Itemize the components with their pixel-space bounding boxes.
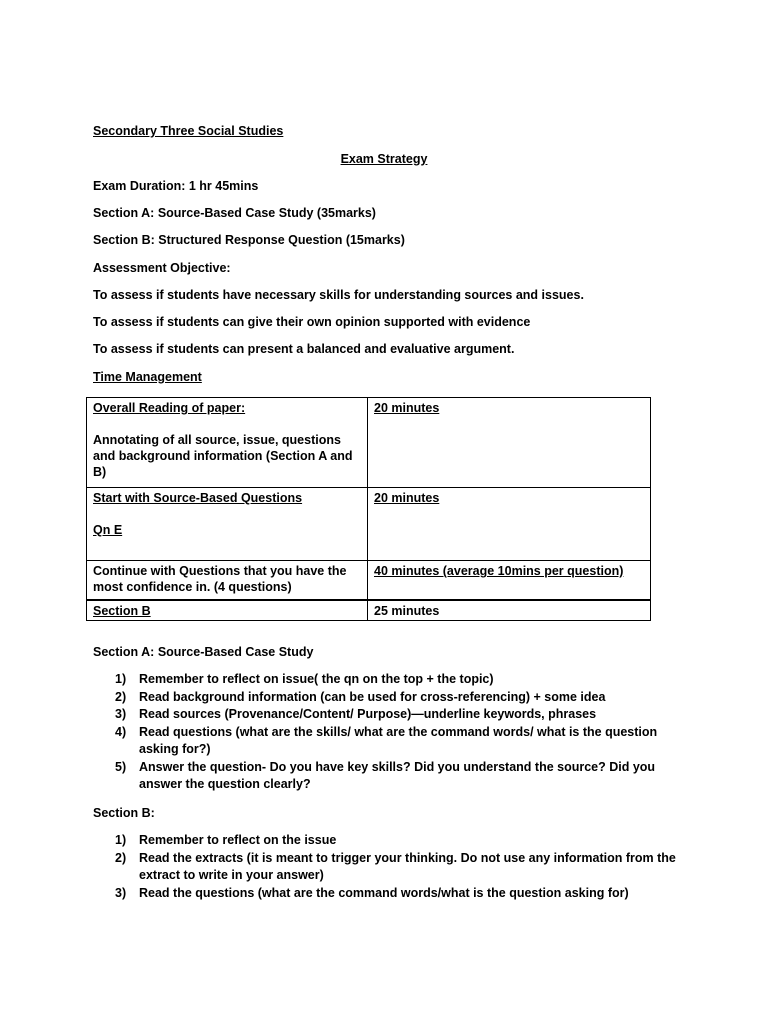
task-title: Section B <box>93 604 151 618</box>
table-row <box>87 561 651 601</box>
section-b-marks: Section B: Structured Response Question (15marks) <box>93 233 405 247</box>
task-cell <box>87 488 368 561</box>
time-value: 25 minutes <box>374 604 440 618</box>
task-cell <box>87 600 368 621</box>
time-cell <box>368 488 651 561</box>
time-cell <box>368 561 651 601</box>
list-item: 3) Read sources (Provenance/Content/ Purpose)—underline keywords, phrases <box>115 707 597 721</box>
task-title: Start with Source-Based Questions <box>93 491 303 505</box>
task-title: Overall Reading of paper: <box>93 401 246 415</box>
objective-item: To assess if students can give their own opinion supported with evidence <box>93 315 531 329</box>
task-detail: Qn E <box>93 523 123 537</box>
list-item: 3) Read the questions (what are the command words/what is the question asking for) <box>115 885 629 900</box>
exam-duration: Exam Duration: 1 hr 45mins <box>93 179 259 193</box>
task-detail: Continue with Questions that you have the most confidence in. (4 questions) <box>93 564 347 594</box>
list-item: 2) Read background information (can be used for cross-referencing) + some idea <box>115 689 606 704</box>
list-item: 1) Remember to reflect on the issue <box>115 833 337 847</box>
time-management-table <box>86 397 651 621</box>
list-item: 4) Read questions (what are the skills/ what are the command words/ what is the question asking for?) <box>115 724 658 756</box>
task-detail: Annotating of all source, issue, questions and background information (Section A and B) <box>93 433 353 479</box>
section-a-marks: Section A: Source-Based Case Study (35marks) <box>93 206 376 220</box>
section-a-steps-list <box>93 671 683 794</box>
list-item: 5) Answer the question- Do you have key skills? Did you understand the source? Did you answer the question clearly? <box>115 759 656 791</box>
course-title: Secondary Three Social Studies <box>93 124 284 138</box>
time-value: 20 minutes <box>374 401 440 415</box>
time-cell <box>368 600 651 621</box>
section-b-steps-list <box>93 832 683 902</box>
assessment-objective-heading: Assessment Objective: <box>93 261 231 275</box>
task-cell <box>87 398 368 488</box>
table-row <box>87 488 651 561</box>
list-item: 2) Read the extracts (it is meant to trigger your thinking. Do not use any information from the extract to write in your answer) <box>115 850 676 882</box>
time-cell <box>368 398 651 488</box>
list-item: 1) Remember to reflect on issue( the qn on the top + the topic) <box>115 672 494 686</box>
time-management-heading: Time Management <box>93 370 202 384</box>
exam-strategy-title: Exam Strategy <box>340 152 428 166</box>
time-value: 40 minutes (average 10mins per question) <box>374 564 624 578</box>
section-a-heading: Section A: Source-Based Case Study <box>93 645 314 659</box>
table-row <box>87 398 651 488</box>
objective-item: To assess if students have necessary skills for understanding sources and issues. <box>93 288 584 302</box>
table-row <box>87 600 651 621</box>
time-value: 20 minutes <box>374 491 440 505</box>
objective-item: To assess if students can present a balanced and evaluative argument. <box>93 342 515 356</box>
task-cell <box>87 561 368 601</box>
section-b-heading: Section B: <box>93 806 155 820</box>
